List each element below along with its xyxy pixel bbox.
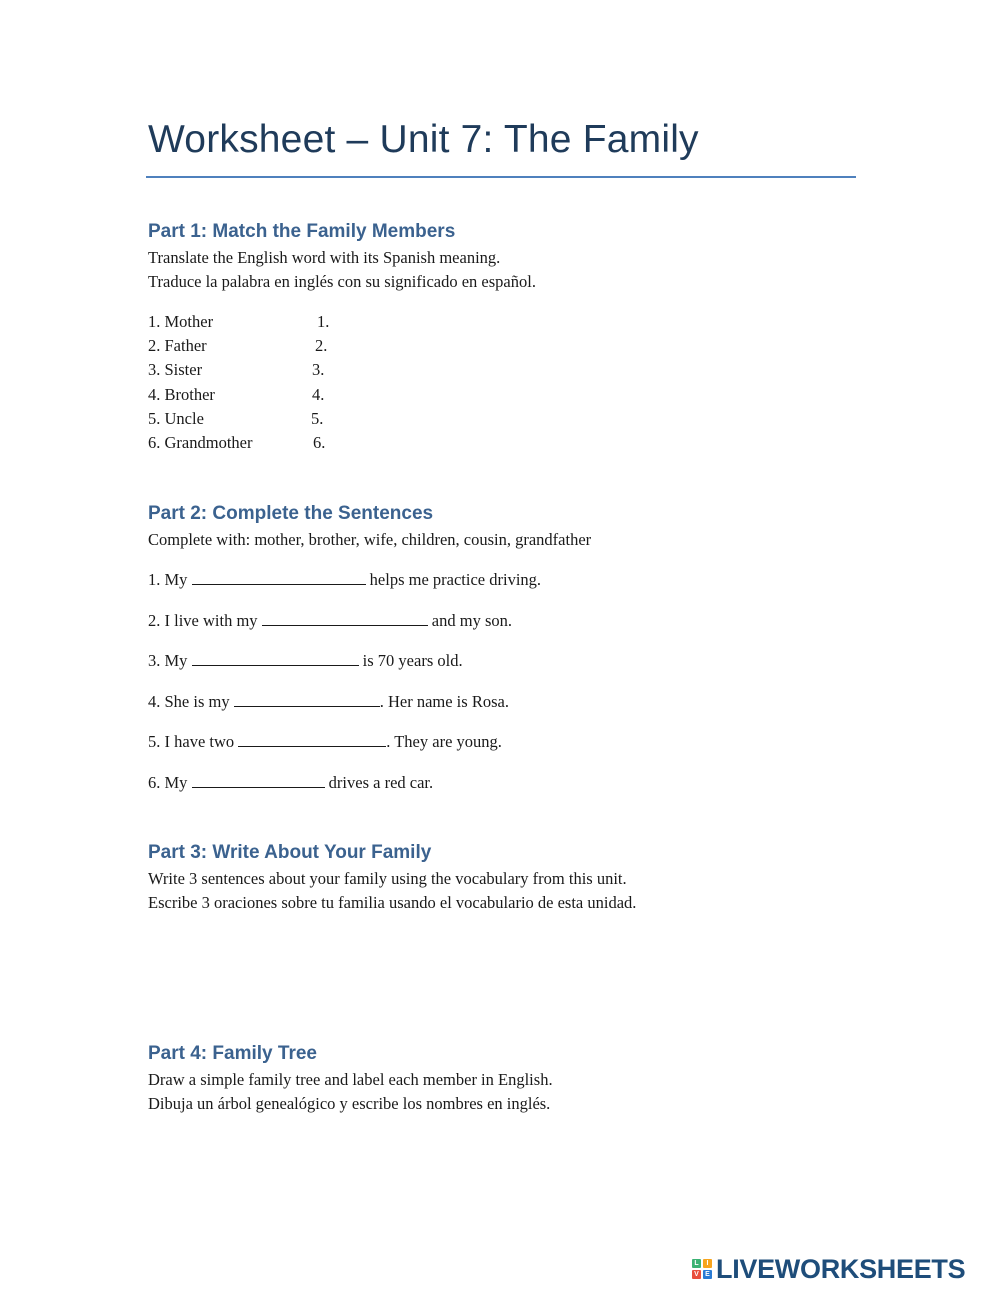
part4-heading: Part 4: Family Tree bbox=[148, 1043, 317, 1064]
logo-tile: E bbox=[703, 1270, 712, 1279]
part4-instruction-en: Draw a simple family tree and label each member in English. bbox=[148, 1070, 553, 1089]
match-word: 6. Grandmother bbox=[148, 432, 253, 452]
part2-instruction: Complete with: mother, brother, wife, children, cousin, grandfather bbox=[148, 530, 592, 549]
sentence-end: helps me practice driving. bbox=[365, 570, 542, 589]
match-row bbox=[148, 431, 868, 455]
logo-tile: I bbox=[703, 1259, 712, 1268]
answer-blank[interactable] bbox=[192, 773, 325, 788]
match-row bbox=[148, 383, 868, 407]
match-word: 2. Father bbox=[148, 336, 207, 356]
answer-blank[interactable] bbox=[192, 651, 359, 666]
match-list bbox=[148, 310, 868, 455]
sentence-start: 3. My bbox=[148, 651, 192, 671]
answer-blank[interactable] bbox=[192, 570, 366, 585]
sentence-row bbox=[148, 609, 868, 650]
match-number[interactable]: 3. bbox=[312, 360, 325, 380]
match-number[interactable]: 6. bbox=[313, 432, 326, 452]
part4-instruction-es: Dibuja un árbol genealógico y escribe los nombres en inglés. bbox=[148, 1094, 551, 1113]
sentence-row bbox=[148, 649, 868, 690]
match-row bbox=[148, 310, 868, 334]
sentence-start: 2. I live with my bbox=[148, 610, 262, 630]
sentence-row bbox=[148, 730, 868, 771]
answer-blank[interactable] bbox=[234, 692, 380, 707]
match-number[interactable]: 5. bbox=[311, 408, 324, 428]
answer-blank[interactable] bbox=[238, 732, 386, 747]
title-divider bbox=[146, 176, 856, 178]
match-word: 1. Mother bbox=[148, 312, 214, 331]
part1-heading: Part 1: Match the Family Members bbox=[148, 221, 456, 242]
sentence-end: . They are young. bbox=[386, 732, 502, 752]
match-row bbox=[148, 407, 868, 431]
sentence-start: 4. She is my bbox=[148, 691, 234, 711]
sentence-end: is 70 years old. bbox=[358, 651, 463, 671]
match-word: 5. Uncle bbox=[148, 408, 204, 428]
sentence-row bbox=[148, 771, 868, 812]
part2-section bbox=[148, 500, 868, 812]
sentence-end: . Her name is Rosa. bbox=[379, 691, 509, 711]
part3-instruction-en: Write 3 sentences about your family using the vocabulary from this unit. bbox=[148, 869, 627, 888]
part1-instruction-en: Translate the English word with its Spanish meaning. bbox=[148, 248, 501, 267]
sentence-start: 1. My bbox=[148, 570, 192, 589]
brand-name: LIVEWORKSHEETS bbox=[716, 1253, 966, 1284]
match-row bbox=[148, 334, 868, 358]
sentence-end: and my son. bbox=[427, 610, 512, 630]
liveworksheets-logo bbox=[692, 1254, 965, 1284]
liveworksheets-icon bbox=[692, 1259, 712, 1279]
part2-heading: Part 2: Complete the Sentences bbox=[148, 503, 434, 524]
sentence-row bbox=[148, 690, 868, 731]
match-number[interactable]: 4. bbox=[312, 384, 325, 404]
match-row bbox=[148, 358, 868, 382]
part3-heading: Part 3: Write About Your Family bbox=[148, 842, 432, 863]
sentence-list bbox=[148, 568, 868, 812]
part3-instruction-es: Escribe 3 oraciones sobre tu familia usando el vocabulario de esta unidad. bbox=[148, 893, 637, 912]
part1-instruction-es: Traduce la palabra en inglés con su significado en español. bbox=[148, 272, 536, 291]
answer-blank[interactable] bbox=[262, 611, 428, 626]
worksheet-title: Worksheet – Unit 7: The Family bbox=[148, 118, 699, 161]
part3-section bbox=[148, 839, 868, 915]
sentence-start: 5. I have two bbox=[148, 732, 239, 752]
match-number[interactable]: 1. bbox=[317, 312, 330, 331]
sentence-row bbox=[148, 568, 868, 609]
part1-section bbox=[148, 218, 868, 455]
match-word: 4. Brother bbox=[148, 384, 215, 404]
sentence-start: 6. My bbox=[148, 772, 192, 792]
logo-tile: V bbox=[692, 1270, 701, 1279]
sentence-end: drives a red car. bbox=[324, 772, 434, 792]
part4-section bbox=[148, 1040, 868, 1116]
match-word: 3. Sister bbox=[148, 360, 203, 380]
match-number[interactable]: 2. bbox=[315, 336, 328, 356]
logo-tile: L bbox=[692, 1259, 701, 1268]
